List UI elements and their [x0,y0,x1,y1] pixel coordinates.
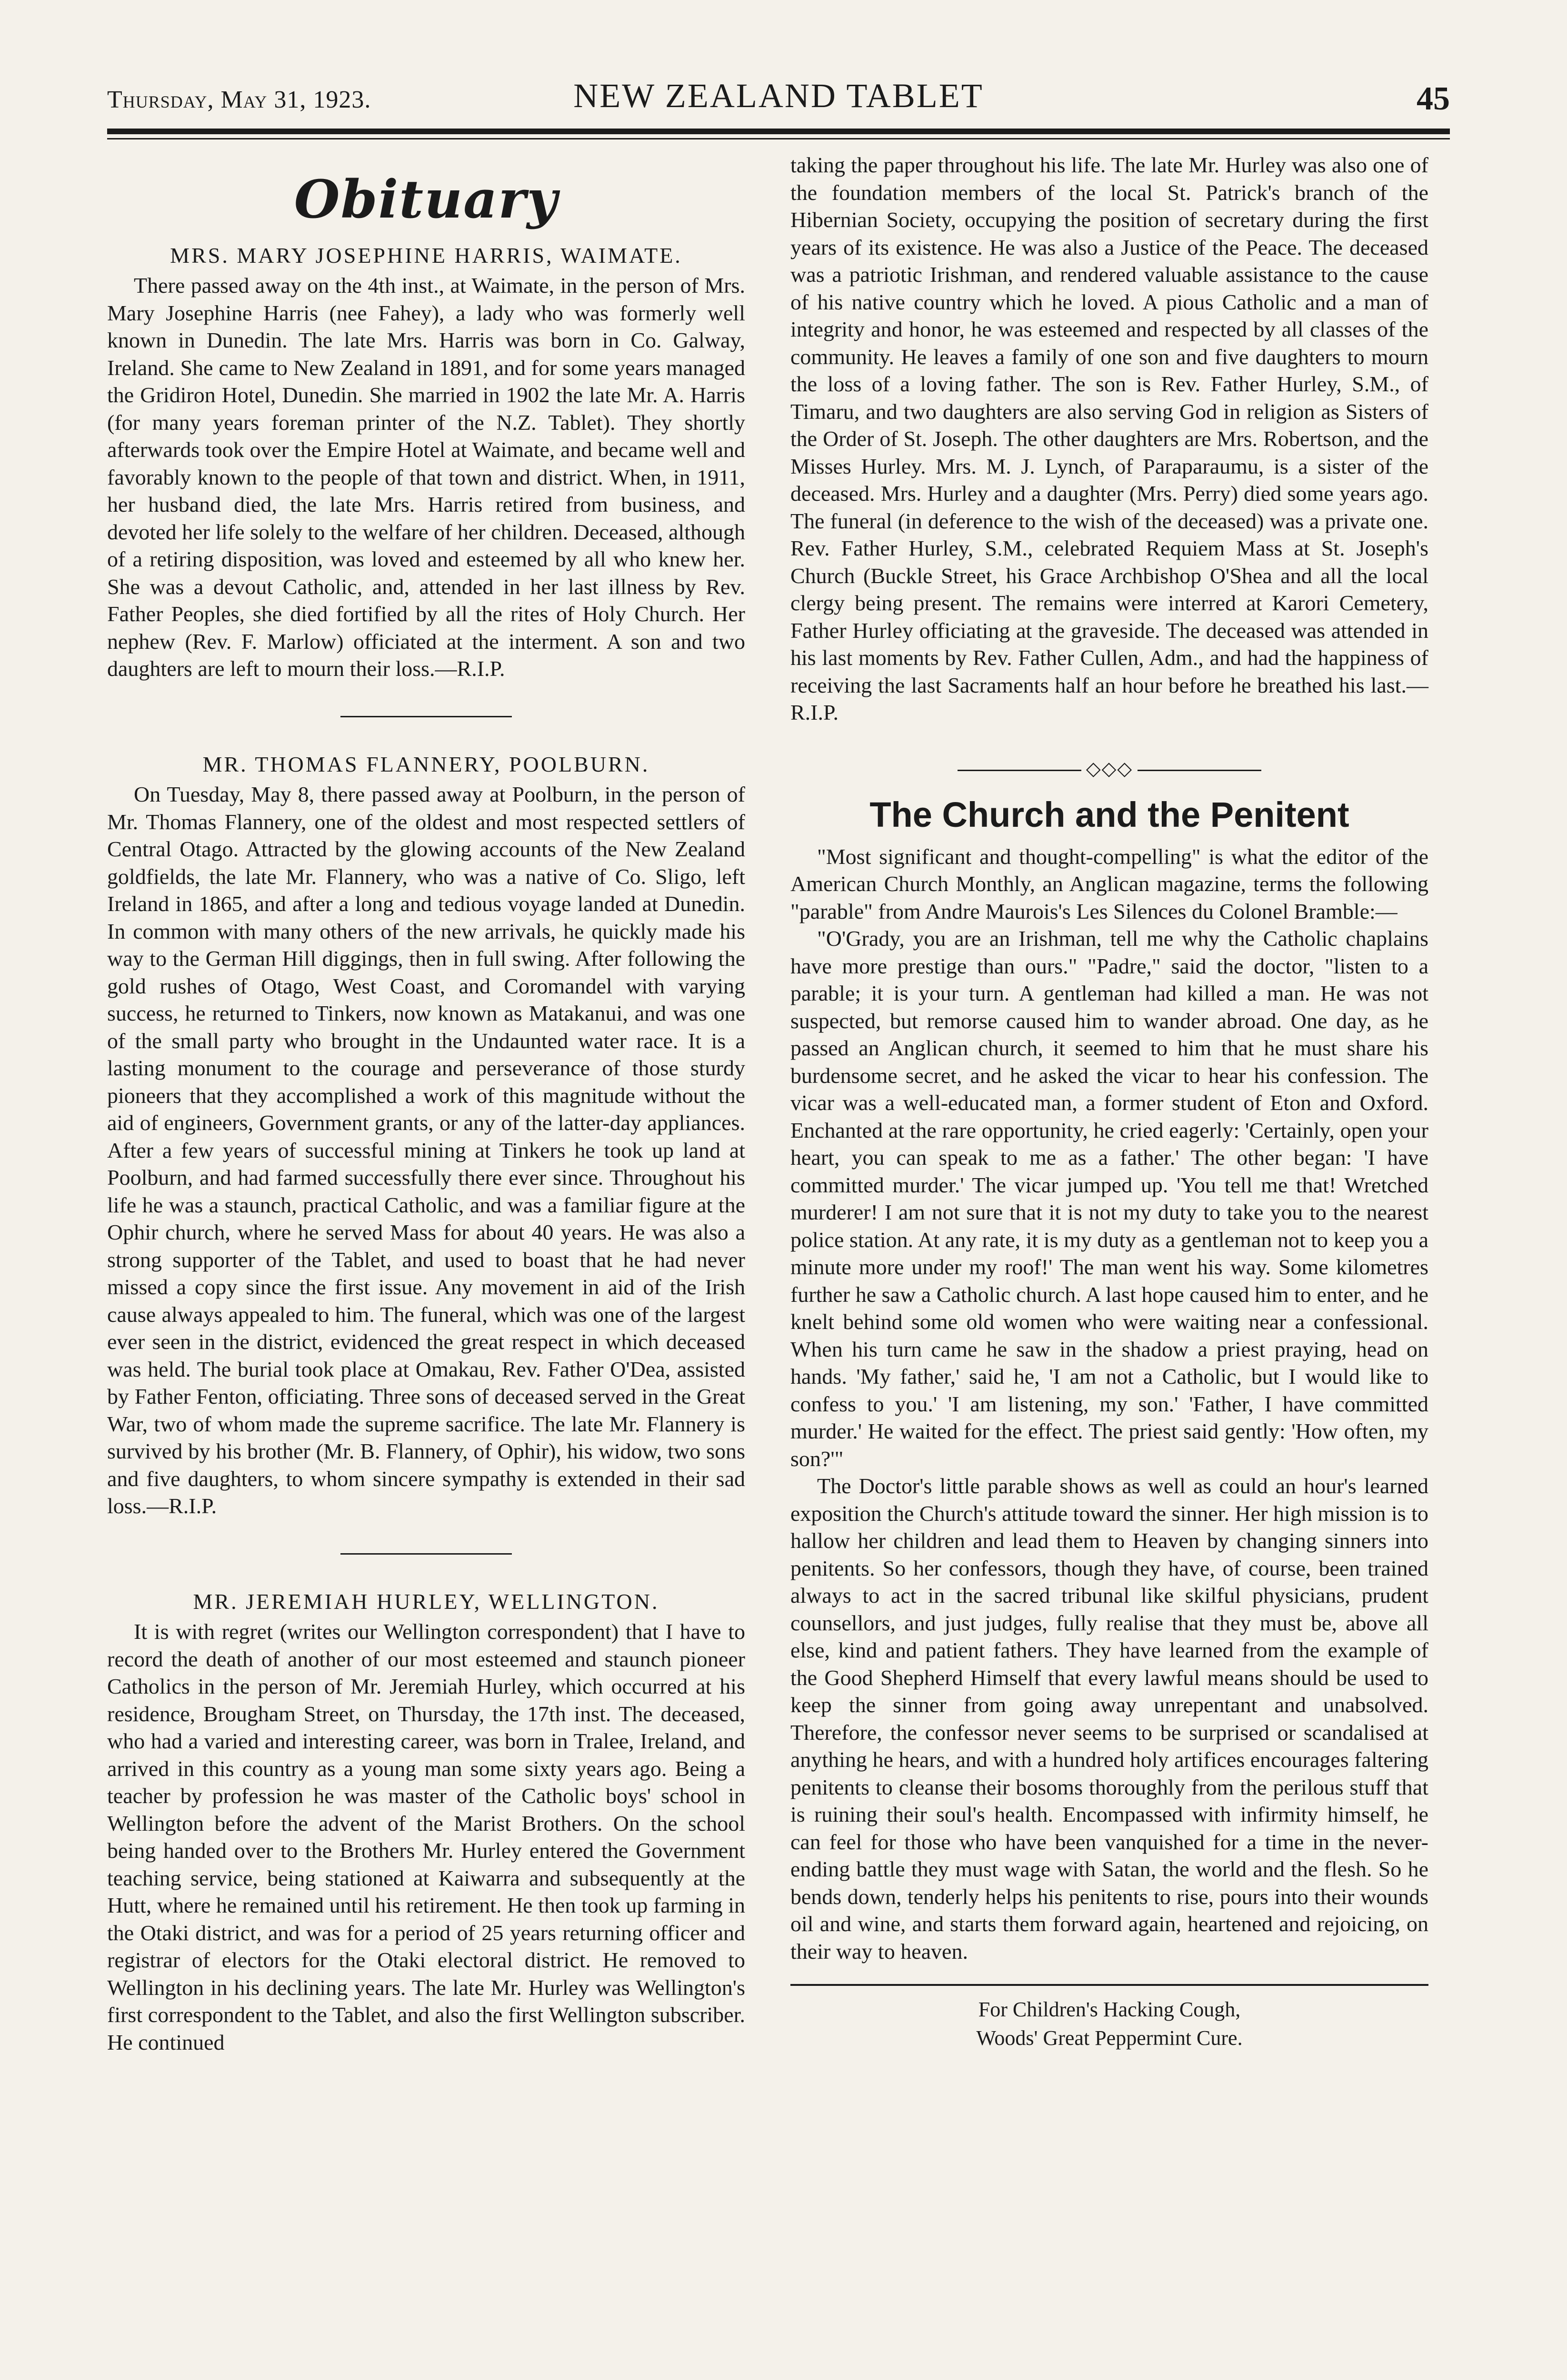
divider [340,716,512,717]
ornament-diamonds: ◇◇◇ [1086,757,1133,779]
masthead-rule-thin [107,138,1450,139]
article-paragraph: "O'Grady, you are an Irishman, tell me why the Catholic chaplains have more prestige than ours." "Padre," said the doctor, "listen to a parable; it is your turn. A gentleman had killed a man. He was not suspected, but remorse caused him to wander abroad. One day, as he passed an Anglican church, it seemed to him that he must share his burdensome secret, and he asked the vicar to hear his confession. The vicar was a well-educated man, a former student of Eton and Oxford. Enchanted at the rare opportunity, he cried eagerly: 'Certainly, open your heart, you can speak to me as a father.' The other began: 'I have committed murder.' The vicar jumped up. 'You tell me that! Wretched murderer! I am not sure that it is not my duty to take you to the nearest police station. At any rate, it is my duty as a gentleman not to keep you a minute more under my roof!' The man went his way. Some kilometres further he saw a Catholic church. A last hope caused him to enter, and he knelt behind some old women who were waiting near a confessional. When his turn came he saw in the shadow a priest praying, head on hands. 'My father,' said he, 'I am not a Catholic, but I would like to confess to you.' 'I am listening, my son.' 'Father, I have committed murder.' He waited for the effect. The priest said gently: 'How often, my son?'" [790,926,1428,1471]
divider [340,1553,512,1555]
right-column [790,151,1428,2053]
ad-line-2: Woods' Great Peppermint Cure. [976,2026,1243,2050]
ornament-line-right [1138,770,1261,771]
masthead [107,76,1450,129]
page-number: 45 [1417,80,1450,117]
obituary-text-flannery: On Tuesday, May 8, there passed away at Poolburn, in the person of Mr. Thomas Flannery, one of the oldest and most respected settlers of Central Otago. Attracted by the glowing accounts of the New Zealand goldfields, the late Mr. Flannery, who was a native of Co. Sligo, left Ireland in 1865, and after a long and tedious voyage landed at Dunedin. In common with many others of the new arrivals, he quickly made his way to the German Hill diggings, then in full swing. After following the gold rushes of Otago, West Coast, and Coromandel with varying success, he returned to Tinkers, now known as Matakanui, and was one of the small party who brought in the Undaunted water race. It is a lasting monument to the courage and perseverance of those sturdy pioneers that they accomplished a work of this magnitude without the aid of engineers, Government grants, or any of the latter-day appliances. After a few years of successful mining at Tinkers he took up land at Poolburn, and had farmed successfully there ever since. Throughout his life he was a staunch, practical Catholic, and was a familiar figure at the Ophir church, where he served Mass for about 40 years. He was also a strong supporter of the Tablet, and used to boast that he had never missed a copy since the first issue. Any movement in aid of the Irish cause always appealed to him. The funeral, which was one of the largest ever seen in the district, evidenced the great respect in which deceased was held. The burial took place at Omakau, Rev. Father O'Dea, assisted by Father Fenton, officiating. Three sons of deceased served in the Great War, two of whom made the supreme sacrifice. The late Mr. Flannery is survived by his brother (Mr. B. Flannery, of Ophir), his widow, two sons and five daughters, to whom sincere sympathy is extended in their sad loss.—R.I.P. [107,782,745,1518]
ornament-line-left [958,770,1081,771]
masthead-rule-thick [107,129,1450,134]
left-column [107,157,745,2056]
small-advertisement [790,1984,1428,2053]
section-ornament [790,755,1428,783]
obituary-text-harris: There passed away on the 4th inst., at Waimate, in the person of Mrs. Mary Josephine Harris (nee Fahey), a lady who was formerly well known in Dunedin. The late Mrs. Harris was born in Co. Galway, Ireland. She came to New Zealand in 1891, and for some years managed the Gridiron Hotel, Dunedin. She married in 1902 the late Mr. A. Harris (for many years foreman printer of the N.Z. Tablet). They shortly afterwards took over the Empire Hotel at Waimate, and became well and favorably known to the people of that town and district. When, in 1911, her husband died, the late Mrs. Harris retired from business, and devoted her life solely to the welfare of her children. Deceased, although of a retiring disposition, was loved and esteemed by all who knew her. She was a devout Catholic, and, attended in her last illness by Rev. Father Peoples, she died fortified by all the rites of Holy Church. Her nephew (Rev. F. Marlow) officiated at the interment. A son and two daughters are left to mourn their loss.—R.I.P. [107,273,745,681]
issue-date: Thursday, May 31, 1923. [107,86,371,113]
publication-title: NEW ZEALAND TABLET [573,77,984,115]
obituary-text-hurley-part2: taking the paper throughout his life. The late Mr. Hurley was also one of the foundation members of the local St. Patrick's branch of the Hibernian Society, occupying the position of secretary during the first years of its existence. He was also a Justice of the Peace. The deceased was a patriotic Irishman, and rendered valuable assistance to the cause of his native country which he loved. A pious Catholic and a man of integrity and honor, he was esteemed and respected by all classes of the community. He leaves a family of one son and five daughters to mourn the loss of a loving father. The son is Rev. Father Hurley, S.M., of Timaru, and two daughters are also serving God in religion as Sisters of the Order of St. Joseph. The other daughters are Mrs. Robertson, and the Misses Hurley. Mrs. M. J. Lynch, of Paraparaumu, is a sister of the deceased. Mrs. Hurley and a daughter (Mrs. Perry) died some years ago. The funeral (in deference to the wish of the deceased) was a private one. Rev. Father Hurley, S.M., celebrated Requiem Mass at St. Joseph's Church (Buckle Street, his Grace Archbishop O'Shea and all the local clergy being present. The remains were interred at Karori Cemetery, Father Hurley officiating at the graveside. The deceased was attended in his last moments by Rev. Father Cullen, Adm., and had the happiness of receiving the last Sacraments half an hour before he breathed his last.—R.I.P. [790,153,1428,724]
article-title: The Church and the Penitent [869,795,1349,834]
article-paragraph: The Doctor's little parable shows as well as could an hour's learned exposition the Church's attitude toward the sinner. Her high mission is to hallow her children and lead them to Heaven by changing sinners into penitents. So her confessors, though they have, of course, been trained always to act in the sacred tribunal like skilful physicians, prudent counsellors, and just judges, fully realise that they must be, above all else, kind and patient fathers. They have learned from the example of the Good Shepherd Himself that every lawful means should be used to keep the sinner from going away unrepentant and unabsolved. Therefore, the confessor never seems to be surprised or scandalised at anything he hears, and with a hundred holy artifices encourages faltering penitents to cleanse their bosoms thoroughly from the perilous stuff that is ruining their soul's health. Encompassed with infirmity himself, he can feel for those who have been vanquished for a time in the never-ending battle they must wage with Satan, the world and the flesh. So he bends down, tenderly helps his penitents to rise, pours into their wounds oil and wine, and starts them forward again, heartened and rejoicing, on their way to heaven. [790,1474,1428,1964]
obituary-text-hurley-part1: It is with regret (writes our Wellington correspondent) that I have to record the death of another of our most esteemed and staunch pioneer Catholics in the person of Mr. Jeremiah Hurley, which occurred at his residence, Brougham Street, on Thursday, the 17th inst. The deceased, who had a varied and interesting career, was born in Tralee, Ireland, and arrived in this country as a young man some sixty years ago. Being a teacher by profession he was master of the Catholic boys' school in Wellington before the advent of the Marist Brothers. On the school being handed over to the Brothers Mr. Hurley entered the Government teaching service, being stationed at Kaiwarra and subsequently at the Hutt, where he remained until his retirement. He then took up farming in the Otaki district, and was for a period of 25 years returning officer and registrar of electors for the Otaki electoral district. He removed to Wellington in his declining years. The late Mr. Hurley was Wellington's first correspondent to the Tablet, and also the first Wellington subscriber. He continued [107,1619,745,2054]
obituary-heading-harris: MRS. MARY JOSEPHINE HARRIS, WAIMATE. [170,243,682,268]
article-paragraph: "Most significant and thought-compelling" is what the editor of the American Church Monthly, an Anglican magazine, terms the following "parable" from Andre Maurois's Les Silences du Colonel Bramble:— [790,844,1428,923]
ad-line-1: For Children's Hacking Cough, [978,1998,1241,2021]
section-title-obituary: Obituary [294,169,559,230]
obituary-heading-flannery: MR. THOMAS FLANNERY, POOLBURN. [202,752,650,776]
obituary-heading-hurley: MR. JEREMIAH HURLEY, WELLINGTON. [193,1589,659,1614]
